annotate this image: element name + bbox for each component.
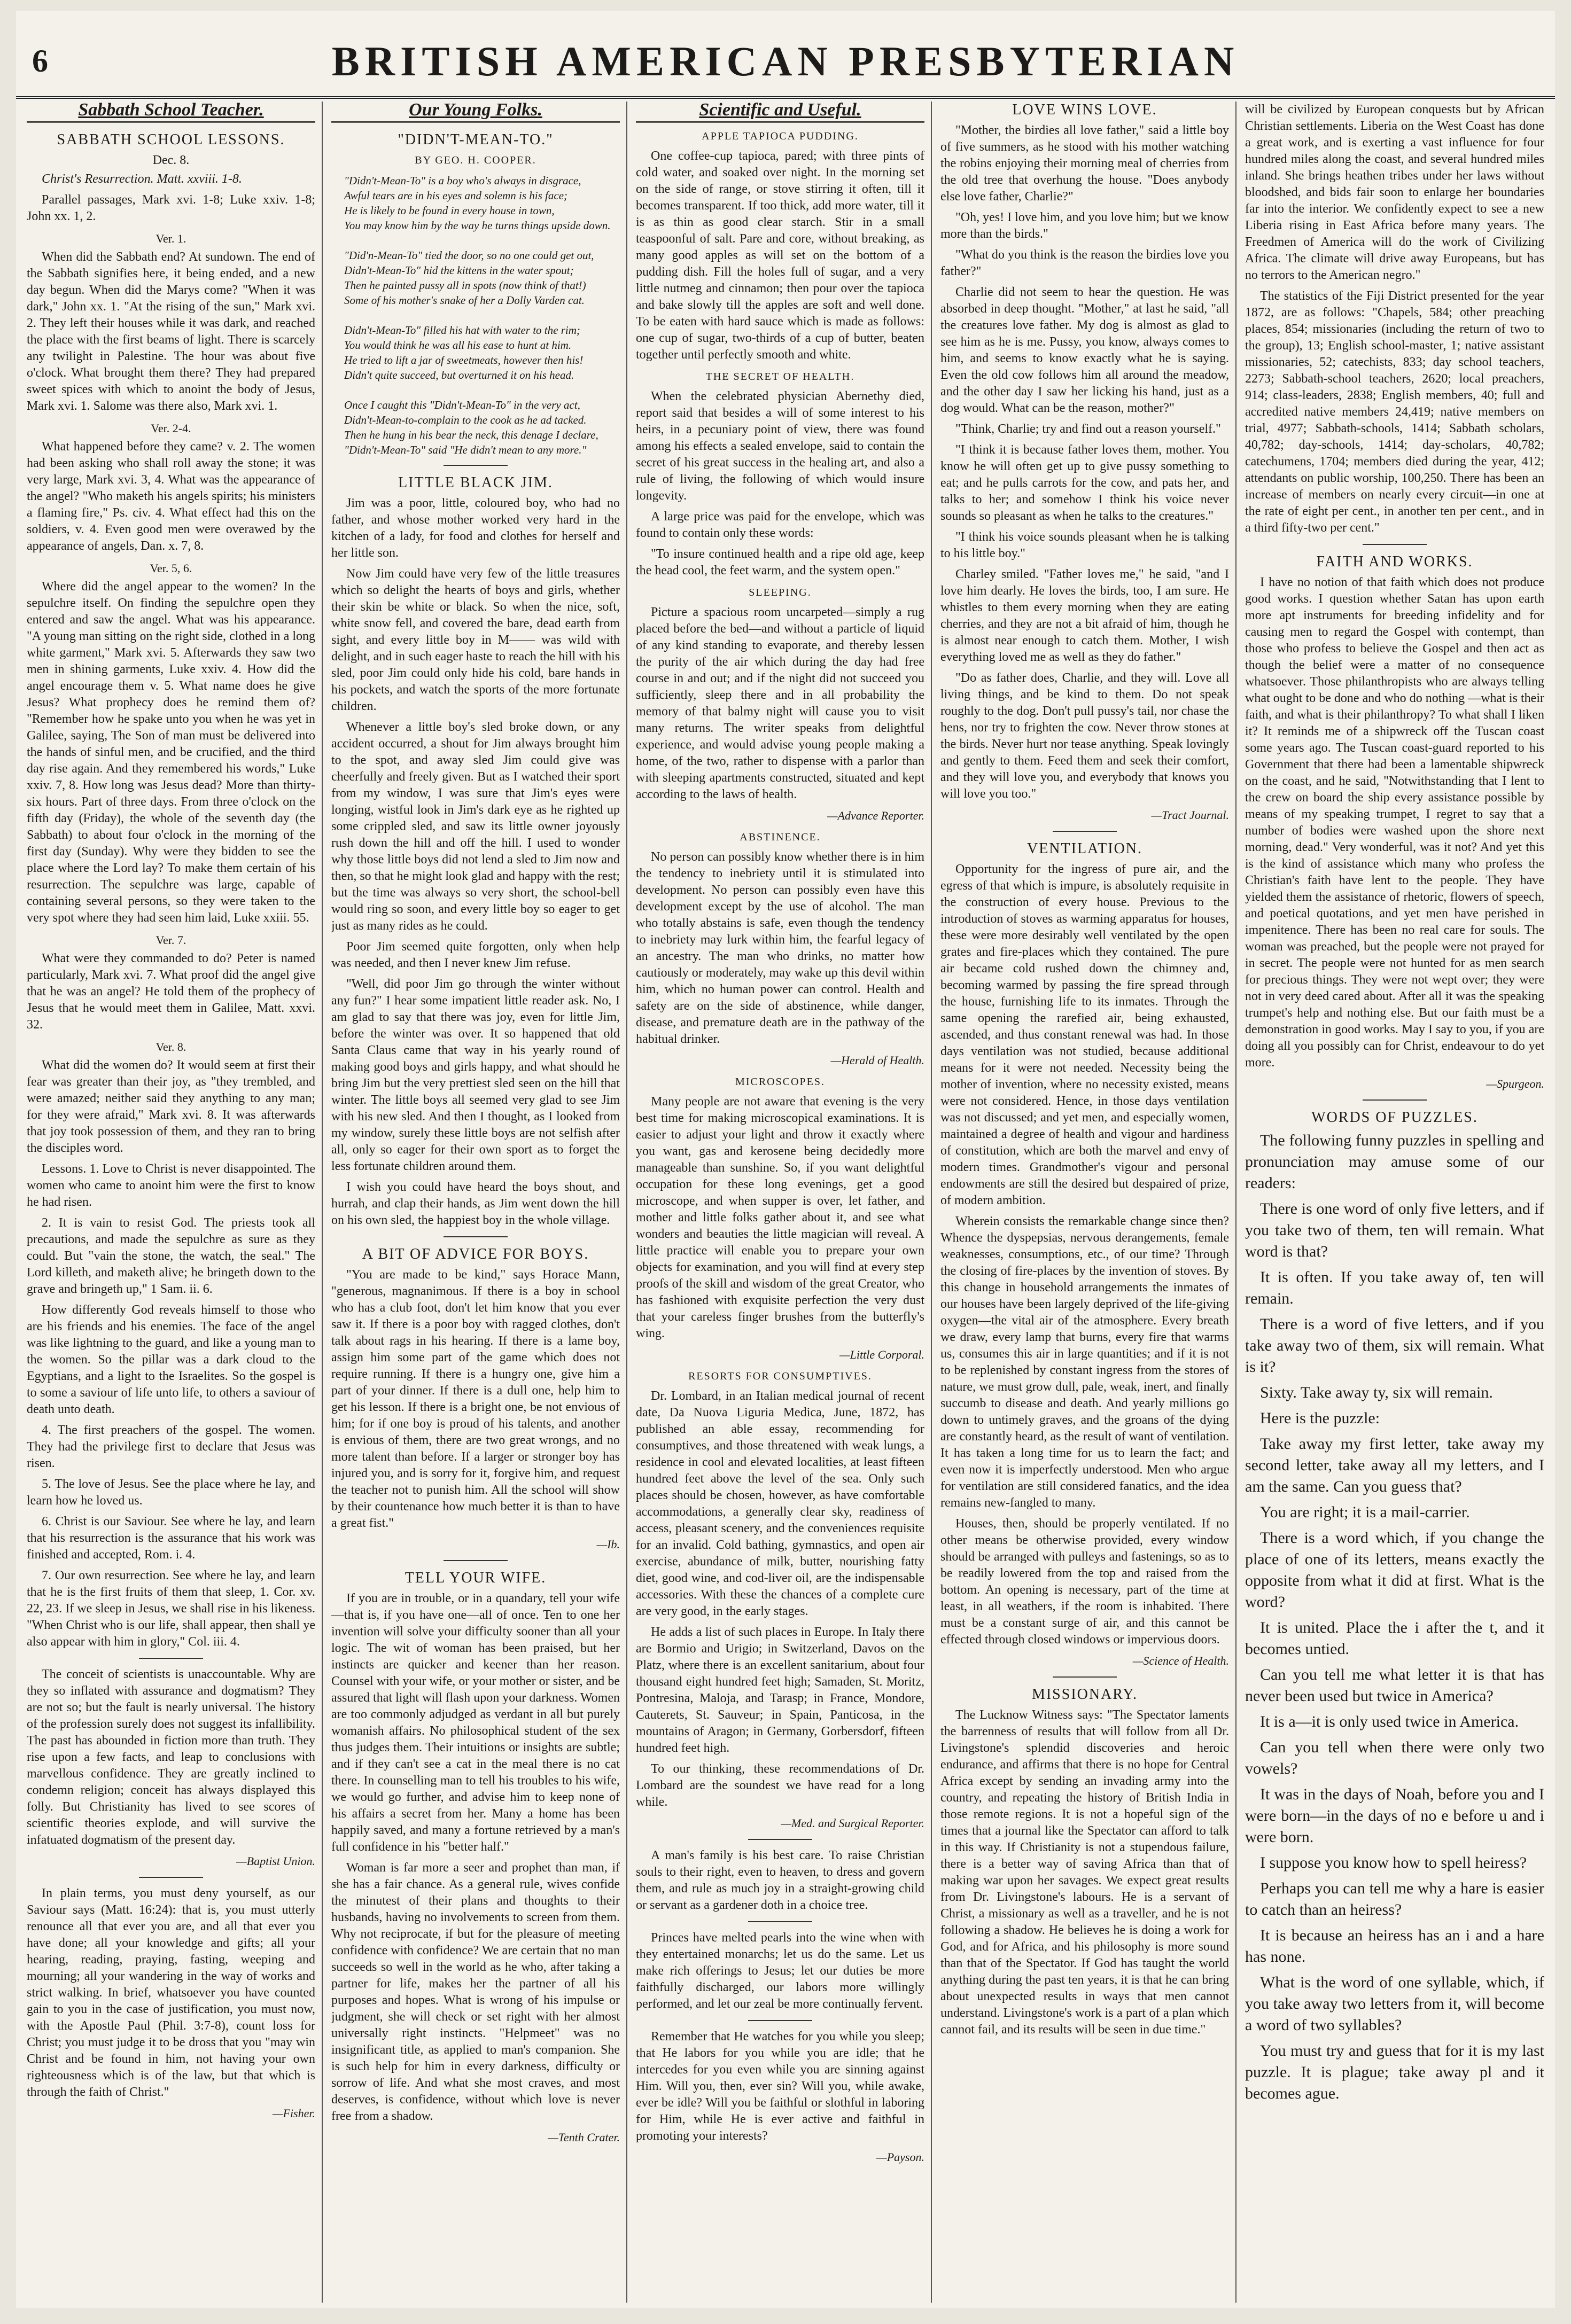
article-heading: WORDS OF PUZZLES.	[1311, 1109, 1478, 1126]
paragraph: 6. Christ is our Saviour. See where he lay, and learn that his resurrection is the assurance that his work was finished and accepted, Rom. i. 4.	[27, 1515, 315, 1562]
paragraph: The Lucknow Witness says: "The Spectator laments the barrenness of results that will follow from all Dr. Livingstone's splendid discoveries and heroic endurance, and affirms that there is no hope for Central Africa except by sending an invading army into the country, and repeating the history of British India in those remote regions. It is not a hopeful sign of the times that a journal like the Spectator can afford to talk in this way. If Christianity is not a stupendous failure, there is a better way of saving Africa than that of making war upon her savages. We expect great results from Dr. Livingstone's labours. He is a servant of Christ, a missionary as well as a traveller, and he is not following a shadow. He believes he is doing a work for God, and for Africa, and his philosophy is more sound than that of the Spectator. If God has taught the world anything during the past ten years, it is that he can bring about unexpected results in ways that men cannot understand. Livingstone's work is a part of a plan which cannot fail, and its results will be seen in due time."	[940, 1708, 1229, 2037]
paragraph: 4. The first preachers of the gospel. The women. They had the privilege first to declare that Jesus was risen.	[27, 1423, 315, 1470]
paragraph: It is united. Place the i after the t, and it becomes untied.	[1245, 1619, 1544, 1658]
divider	[1363, 1099, 1427, 1101]
paragraph: Princes have melted pearls into the wine when with they entertained monarchs; let us do the same. Let us make rich offerings to Jesus; let our duties be more faithfully discharged, our labors more willingly performed, and let our zeal be more continually fervent.	[636, 1931, 924, 2011]
paragraph: "Mother, the birdies all love father," said a little boy of five summers, as he stood with his mother watching the robins enjoying their morning meal of cherries from the old tree that overhung the house. "Does anybody else love father, Charlie?"	[940, 123, 1229, 204]
divider	[139, 1658, 203, 1659]
article-heading: LOVE WINS LOVE.	[1012, 102, 1157, 118]
department-heading: Sabbath School Teacher.	[27, 102, 315, 123]
article-heading: MISSIONARY.	[1031, 1686, 1138, 1703]
article-heading: SABBATH SCHOOL LESSONS.	[57, 131, 285, 148]
paragraph: If you are in trouble, or in a quandary, tell your wife—that is, if you have one—all of once. Ten to one her invention will solve your difficulty sooner than all your logic. The wit of woman has been praised, but her instincts are quicker and keener than her reason. Counsel with your wife, or your mother or sister, and be assured that light will flash upon your darkness. Women are too commonly adjudged as verdant in all but purely womanish affairs. No philosophical student of the sex thus judges them. Their intuitions or insights are subtle; and if they can't see a cat in the meal there is no cat there. In counselling man to tell his troubles to his wife, we would go further, and advise him to keep none of his affairs a secret from her. Many a home has been happily saved, and many a fortune retrieved by a man's full confidence in his "better half."	[331, 1592, 620, 1854]
credit: —Little Corporal.	[839, 1348, 924, 1361]
paragraph: Picture a spacious room uncarpeted—simply a rug placed before the bed—and without a particle of liquid of any kind standing to evaporate, and thereby lessen the purity of the air which during the day had free course in and out; and if the night did not succeed you sufficiently, sleep there and in all probability the memory of that balmy night will cause you to visit many returns. The writer speaks from delightful experience, and would advise young people making a home, of the two, rather to dispense with a parlor than with sleeping apartments constructed, situated and kept according to the laws of health.	[636, 605, 924, 801]
paragraph: Jim was a poor, little, coloured boy, who had no father, and whose mother worked very hard in the kitchen of a lady, for food and clothes for herself and her little son.	[331, 496, 620, 560]
paragraph: He adds a list of such places in Europe. In Italy there are Bormio and Urigio; in Switzerland, Davos on the Platz, where there is an excellent sanitarium, about four thousand eight hundred feet high; Samaden, St. Moritz, Pontresina, Maloja, and Tarasp; in France, Mondore, Cauterets, St. Sauveur; in Spain, Panticosa, in the mountains of Aragon; in Germany, Gorbersdorf, fifteen hundred feet high.	[636, 1625, 924, 1755]
paragraph: Woman is far more a seer and prophet than man, if she has a fair chance. As a general rule, wives confide the minutest of their plans and thoughts to their husbands, having no involvements to screen from them. Why not reciprocate, if but for the pleasure of meeting confidence with confidence? We are certain that no man succeeds so well in the world as he who, after taking a partner for life, makes her the partner of all his purposes and hopes. What is wrong of his impulse or judgment, she will check or set right with her almost universally right instincts. "Helpmeet" was no insignificant title, as applied to man's companion. She is such help for him in every darkness, difficulty or sorrow of life. And what she most craves, and most deserves, is confidence, without which love is never free from a shadow.	[331, 1861, 620, 2123]
paragraph: I wish you could have heard the boys shout, and hurrah, and clap their hands, as Jim went down the hill on his own sled, the happiest boy in the whole village.	[331, 1180, 620, 1227]
article-heading: THE SECRET OF HEALTH.	[705, 371, 855, 383]
article-heading: VENTILATION.	[1026, 840, 1143, 857]
paragraph: Parallel passages, Mark xvi. 1-8; Luke xxiv. 1-8; John xx. 1, 2.	[27, 193, 315, 223]
credit: —Baptist Union.	[236, 1854, 315, 1868]
paragraph: Charlie did not seem to hear the question. He was absorbed in deep thought. "Mother," at last he said, "all the creatures love father. My dog is almost as glad to see him as he is me. Pussy, you know, always comes to him, and seems to know exactly what he is saying. Even the old cow follows him all around the meadow, and the other day I saw her licking his hand, just as a dog would. What can be the reason, mother?"	[940, 285, 1229, 415]
article-heading: FAITH AND WORKS.	[1316, 553, 1473, 570]
paragraph: Take away my first letter, take away my second letter, take away all my letters, and I am the same. Can you guess that?	[1245, 1435, 1544, 1495]
paragraph: Wherein consists the remarkable change since then? Whence the dyspepsias, nervous derangements, female weaknesses, consumptions, etc., of our time? Through the closing of fire-places by the invention of stoves. By this change in household arrangements the inmates of our houses have been largely deprived of the life-giving oxygen—the vital air of the atmosphere. Every breath we draw, every lamp that burns, every fire that warms us, consumes this air in large quantities; and if it is not to be replenished by constant ingress from the stores of nature, we must grow dull, pale, weak, inert, and finally succumb to disease and death. And yearly millions go down to untimely graves, and the groans of the dying are constantly heard, as the result of want of ventilation. It has taken a long time for us to learn the fact; and even now it is imperfectly understood. Men who argue for ventilation are still considered fanatics, and the idea remains new-fangled to many.	[940, 1214, 1229, 1510]
paragraph: will be civilized by European conquests but by African Christian settlements. Liberia on the West Coast has done a great work, and is exerting a vast influence for four hundred miles along the coast, and several hundred miles inland. She brings heathen tribes under her laws without bloodshed, and bids fair soon to enlarge her boundaries far into the interior. We confidently expect to see a new Liberia rising in East Africa before many years. The Freedmen of America will do the work of Civilizing Africa. The climate will drive away Europeans, but has no terrors to the American negro."	[1245, 103, 1544, 282]
column-2	[331, 102, 620, 2303]
paragraph: Poor Jim seemed quite forgotten, only when help was needed, and then I never knew Jim refuse.	[331, 940, 620, 970]
credit: —Herald of Health.	[830, 1054, 924, 1067]
divider	[444, 1560, 508, 1561]
paragraph: What happened before they came? v. 2. The women had been asking who shall roll away the stone; it was very large, Mark xvi. 3, 4. What was the appearance of the angel? "Who maketh his angels spirits; his ministers a flaming fire," Ps. civ. 4. What effect had this on the soldiers, v. 4. Even good men were overawed by the appearance of angels, Dan. x. 7, 8.	[27, 440, 315, 553]
paragraph: Remember that He watches for you while you sleep; that He labors for you while you are idle; that he intercedes for you even while you are sinning against Him. Will you, then, ever sin? Will you, while awake, ever be idle? Will you be faithful or slothful in laboring for Him, while He is ever active and faithful in promoting your interests?	[636, 2030, 924, 2143]
paragraph: It is a—it is only used twice in America.	[1260, 1713, 1519, 1730]
paragraph: "Oh, yes! I love him, and you love him; but we know more than the birds."	[940, 210, 1229, 241]
newspaper-title: BRITISH AMERICAN PRESBYTERIAN	[331, 38, 1240, 84]
paragraph: The conceit of scientists is unaccountable. Why are they so inflated with assurance and dogmatism? They are not so; but the fault is nearly universal. The history of the profession surely does not suggest its infallibility. The past has abounded in fiction more than truth. They rise upon a few facts, and leap to conclusions with marvellous confidence. They are greatly inclined to condemn religion; conceit has always displayed this folly. But Christianity has lived to see scores of scientific theories explode, and will survive the infatuated dogmatism of the present day.	[27, 1667, 315, 1847]
paragraph: A large price was paid for the envelope, which was found to contain only these words:	[636, 510, 924, 540]
paragraph: There is one word of only five letters, and if you take two of them, ten will remain. What word is that?	[1245, 1200, 1544, 1260]
page-number: 6	[32, 43, 48, 79]
paragraph: When the celebrated physician Abernethy died, report said that besides a will of some interest to his heirs, in a pecuniary point of view, there was found among his effects a sealed envelope, said to contain the secret of his great success in the healing art, and also a rule of living, the following of which would insure longevity.	[636, 389, 924, 503]
poem: "Didn't-Mean-To" is a boy who's always in disgrace, Awful tears are in his eyes and solemn is his face; He is likely to be found in every house in town, You may know him by the way he turns things upside down. "Did'n-Mean-To" tied the door, so no one could get out, Didn't-Mean-To" hid the kittens in the water spout; Then he painted pussy all in spots (now think of that!) Some of his mother's snake of her a Dolly Varden cat. Didn't-Mean-To" filled his hat with water to the rim; You would think he was all his ease to hunt at him. He tried to lift a jar of sweetmeats, however then his! Didn't quite succeed, but overturned it on his head. Once I caught this "Didn't-Mean-To" in the very act, Didn't-Mean-to-complain to the cook as he ad tacked. Then he hung in his bear the neck, this denage I declare, "Didn't-Mean-To" said "He didn't mean to any more."	[344, 174, 611, 456]
paragraph: One coffee-cup tapioca, pared; with three pints of cold water, and soaked over night. In the morning set on the side of range, or stove stirring it often, till it becomes transparent. If too thick, add more water, till it is as thin as good clear starch. Stir in a small teaspoonful of salt. Pare and core, without breaking, as many good apples as will set on the bottom of a pudding dish. Fill the holes full of sugar, and a very little nutmeg and cinnamon; then pour over the tapioca and bake slowly till the apples are soft and well done. To be eaten with hard sauce which is made as follows: one cup of sugar, two-thirds of a cup of butter, beaten together until perfectly smooth and white.	[636, 149, 924, 362]
paragraph: The following funny puzzles in spelling and pronunciation may amuse some of our readers:	[1245, 1132, 1544, 1192]
article-heading: ABSTINENCE.	[740, 831, 821, 843]
lesson-title: Christ's Resurrection. Matt. xxviii. 1-8.	[42, 172, 242, 186]
lesson-date: Dec. 8.	[152, 153, 190, 167]
paragraph: In plain terms, you must deny yourself, as our Saviour says (Matt. 16:24): that is, you must utterly renounce all that ever you are, and all that ever you have done; all your knowledge and gifts; all your hearing, reading, praying, fasting, weeping and mourning; all your wandering in the way of works and strict walking. In brief, whatsoever you have counted gain to you in the case of justification, you must now, with the Apostle Paul (Phil. 3:7-8), count loss for Christ; you must judge it to be dross that you "may win Christ and be found in him, not having your own righteousness which is of the law, but that which is through the faith of Christ."	[27, 1886, 315, 2099]
column-3	[636, 102, 924, 2303]
paragraph: Perhaps you can tell me why a hare is easier to catch than an heiress?	[1245, 1880, 1544, 1919]
divider	[748, 2020, 812, 2021]
article-heading: APPLE TAPIOCA PUDDING.	[702, 130, 859, 142]
paragraph: What were they commanded to do? Peter is named particularly, Mark xvi. 7. What proof did the angel give that he was an angel? He told them of the prophecy of Jesus that he would meet them in Galilee, Matt. xxvi. 32.	[27, 952, 315, 1032]
masthead	[16, 32, 1555, 99]
paragraph: You are right; it is a mail-carrier.	[1260, 1503, 1470, 1521]
article-heading: LITTLE BLACK JIM.	[398, 474, 553, 491]
paragraph: It is often. If you take away of, ten will remain.	[1245, 1268, 1544, 1307]
article-heading: RESORTS FOR CONSUMPTIVES.	[688, 1370, 872, 1382]
divider	[1363, 544, 1427, 545]
column-5	[1245, 102, 1544, 2303]
paragraph: No person can possibly know whether there is in him the tendency to inebriety until it is stimulated into development. No person can possibly even have this development except by the use of alcohol. The man who totally abstains is safe, even though the tendency to inebriety may lurk within him, the fearful legacy of an ancestry. The man who drinks, no matter how cautiously or moderately, may wake up this devil within him, which no human power can control. Health and safety are on the side of abstinence, while danger, disease, and premature death are in the pathway of the habitual drinker.	[636, 850, 924, 1046]
column-rule	[931, 102, 932, 2303]
verse-label: Ver. 8.	[155, 1040, 186, 1054]
paragraph: 2. It is vain to resist God. The priests took all precautions, and made the sepulchre as sure as they could. But "vain the stone, the watch, the seal." The Lord killeth, and maketh alive; he bringeth down to the grave and bringeth up," 1 Sam. ii. 6.	[27, 1216, 315, 1296]
credit: —Ib.	[596, 1538, 620, 1551]
paragraph: Here is the puzzle:	[1260, 1409, 1380, 1427]
divider	[1053, 831, 1117, 832]
paragraph: 5. The love of Jesus. See the place where he lay, and learn how he loved us.	[27, 1477, 315, 1508]
paragraph: It is because an heiress has an i and a hare has none.	[1245, 1927, 1544, 1966]
quotation: "To insure continued health and a ripe old age, keep the head cool, the feet warm, and the system open."	[636, 547, 924, 578]
divider	[748, 1921, 812, 1922]
paragraph: Where did the angel appear to the women? In the sepulchre itself. On finding the sepulchre open they entered and saw the angel. What was his appearance. "A young man sitting on the right side, clothed in a long white garment," Mark xvi. 5. Afterwards they saw two men in shining garments, Luke xxiv. 4. How did the angel encourage them v. 5. What name does he give Jesus? What prophecy does he remind them of? "Remember how he spake unto you when he was yet in Galilee, saying, The Son of man must be delivered into the hands of sinful men, and be crucified, and the third day rise again. And they remembered his words," Luke xxiv. 7, 8. How long was Jesus dead? More than thirty-six hours. Part of three days. From three o'clock on the fifth day (Friday), the whole of the seventh day (the Sabbath) to about four o'clock in the morning of the first day (Sunday). Why were they bidden to see the place where the Lord lay? To make them certain of his resurrection. The sepulchre was large, capable of containing several persons, so they were taken to the very spot where they had seen him laid, Luke xxiii. 55.	[27, 580, 315, 925]
paragraph: Charley smiled. "Father loves me," he said, "and I love him dearly. He loves the birds, too, I am sure. He whistles to them every morning when they are eating cherries, and they are not a bit afraid of him, though he is almost near enough to catch them. Mother, I wish everything loved me as well as they do father."	[940, 567, 1229, 664]
paragraph: "Think, Charlie; try and find out a reason yourself."	[955, 422, 1221, 436]
paragraph: There is a word of five letters, and if you take away two of them, six will remain. What is it?	[1245, 1315, 1544, 1376]
credit: —Fisher.	[272, 2107, 315, 2120]
paragraph: What is the word of one syllable, which, if you take away two letters from it, will become a word of two syllables?	[1245, 1974, 1544, 2034]
verse-label: Ver. 7.	[155, 933, 186, 947]
divider	[748, 1839, 812, 1840]
article-heading: SLEEPING.	[749, 587, 812, 598]
divider	[1053, 1676, 1117, 1678]
paragraph: I suppose you know how to spell heiress?	[1260, 1854, 1527, 1871]
credit: —Advance Reporter.	[827, 809, 924, 822]
paragraph: A man's family is his best care. To raise Christian souls to their right, even to heaven, to dress and govern them, and rule as much joy in a straight-growing child or servant as a gardener doth in a choice tree.	[636, 1849, 924, 1912]
paragraph: How differently God reveals himself to those who are his friends and his enemies. The face of the angel was like lightning to the guard, and like a young man to the women. So the pillar was a dark cloud to the Egyptians, and a light to the Israelites. So the gospel is to some a saviour of life unto life, to others a saviour of death unto death.	[27, 1303, 315, 1416]
credit: —Med. and Surgical Reporter.	[781, 1816, 924, 1830]
paragraph: "I think his voice sounds pleasant when he is talking to his little boy."	[940, 530, 1229, 560]
paragraph: To our thinking, these recommendations of Dr. Lombard are the soundest we have read for a long while.	[636, 1762, 924, 1809]
paragraph: Now Jim could have very few of the little treasures which so delight the hearts of boys and girls, whether their skin be white or black. So when the nice, soft, white snow fell, and covered the bare, dead earth from sight, and every little boy in M—— was wild with delight, and in such eager haste to reach the hill with his sled, poor Jim could only hide his cold, bare hands in his pockets, and watch the sports of the more fortunate children.	[331, 567, 620, 713]
column-rule	[322, 102, 323, 2303]
article-heading: A BIT OF ADVICE FOR BOYS.	[362, 1246, 589, 1262]
column-1	[27, 102, 315, 2303]
verse-label: Ver. 5, 6.	[150, 561, 192, 575]
paragraph: Can you tell me what letter it is that has never been used but twice in America?	[1245, 1666, 1544, 1705]
verse-label: Ver. 2-4.	[151, 422, 191, 435]
paragraph: Lessons. 1. Love to Christ is never disappointed. The women who came to anoint him were the first to know he had risen.	[27, 1162, 315, 1209]
paragraph: You must try and guess that for it is my last puzzle. It is plague; take away pl and it becomes ague.	[1245, 2042, 1544, 2102]
paragraph: When did the Sabbath end? At sundown. The end of the Sabbath signifies here, it being ended, and a new day begun. When did the Marys come? "When it was dark," John xx. 1. "At the rising of the sun," Mark xvi. 2. They left their houses while it was dark, and reached the place with the first beams of light. There is scarcely any twilight in Palestine. The hour was about five o'clock. What brought them there? They had prepared sweet spices with which to anoint the body of Jesus, Mark xvi. 1. Salome was there also, Mark xvi. 1.	[27, 250, 315, 413]
paragraph: Sixty. Take away ty, six will remain.	[1260, 1384, 1493, 1401]
paragraph: I have no notion of that faith which does not produce good works. I question whether Satan has upon earth more apt instruments for breeding infidelity and for causing men to regard the Gospel with contempt, than those who profess to believe the Gospel and then act as though the belief were a matter of no consequence whatsoever. Those philanthropists who are always telling what ought to be done and who do nothing —what is their faith, and what is their philanthropy? To what shall I liken it? It reminds me of a shipwreck off the Tuscan coast some years ago. The Tuscan coast-guard reported to his Government that there had been a lamentable shipwreck on the coast, and he said, "Notwithstanding that I lent to the crew on board the ship every assistance possible by means of my speaking trumpet, I regret to say that a number of bodies were washed upon the shore next morning, dead." Very wonderful, was it not? And yet this is the kind of assistance which many who profess the Christian's faith have lent to the people. They have yielded them the assistance of rhetoric, flowers of speech, and poetical quotations, and yet men have perished in impenitence. There has been no real care for souls. The woman was preached, but the people were not prayed for in secret. The people were not hunted for as men search for precious things. They were not wept over; they were not in very deed cared about. After all it was the speaking trumpet's help and nothing else. But our faith must be a demonstration in good works. May I say to you, if you are doing all you possibly can for Christ, endeavour to do yet more.	[1245, 575, 1544, 1070]
department-heading: Our Young Folks.	[331, 102, 620, 123]
paragraph: "I think it is because father loves them, mother. You know he will often get up to give pussy something to eat; and he pulls carrots for the cow, and pats her, and talks to her; and somehow I think his voice never sounds so pleasant as when he talks to the creatures."	[940, 443, 1229, 523]
column-4	[940, 102, 1229, 2303]
paragraph: "You are made to be kind," says Horace Mann, "generous, magnanimous. If there is a boy in school who has a club foot, don't let him know that you ever saw it. If there is a poor boy with ragged clothes, don't talk about rags in his hearing. If there is a lame boy, assign him some part of the game which does not require running. If there is a hungry one, give him a part of your dinner. If there is a dull one, help him to get his lesson. If there is a bright one, be not envious of him; for if one boy is proud of his talents, and another is envious of them, there are two great wrongs, and no more talent than before. If a larger or stronger boy has injured you, and is sorry for it, forgive him, and request the teacher not to punish him. All the school will show by their countenance how much better it is than to have a great fist."	[331, 1268, 620, 1530]
paragraph: Many people are not aware that evening is the very best time for making microscopical examinations. It is easier to adjust your light and throw it exactly where you want, gas and kerosene being decidedly more manageable than sunshine. So, if you want delightful occupation for these long evenings, get a good microscope, and when supper is over, let father, and mother and little folks gather about it, and see what wonders and beauties the little magician will reveal. A little practice will enable you to prepare your own objects for examination, and you will find at every step proofs of the skill and wisdom of the great Creator, who has fashioned with exquisite perfection the very dust that your careless finger brushes from the butterfly's wing.	[636, 1095, 924, 1340]
paragraph: Houses, then, should be properly ventilated. If no other means be otherwise provided, every window should be arranged with pulleys and fastenings, so as to be readily lowered from the top and raised from the bottom. An opening is necessary, part of the time at least, in all weathers, if the room is inhabited. There must be a constant surge of air, and this cannot be effected through closed windows or impervious doors.	[940, 1517, 1229, 1647]
paragraph: "Do as father does, Charlie, and they will. Love all living things, and be kind to them. Do not speak roughly to the dog. Don't pull pussy's tail, nor chase the hens, nor try to frighten the cow. Never throw stones at the birds. Never hurt nor tease anything. Speak lovingly and gently to them. Feed them and seek their comfort, and they will love you, and everybody that knows you will love you too."	[940, 671, 1229, 801]
paragraph: The statistics of the Fiji District presented for the year 1872, are as follows: "Chapels, 584; other preaching places, 854; missionaries (including the return of two to the group), 13; English school-master, 1; native assistant missionaries, 52; catechists, 833; day school teachers, 2273; Sabbath-school teachers, 2620; local preachers, 914; class-leaders, 2838; English members, 40; full and accredited native members 24,419; native members on trial, 4977; Sabbath-schools, 1414; Sabbath scholars, 40,782; day-schools, 1414; day-scholars, 40,782; catechumens, 1704; members died during the year, 412; attendants on public worship, 100,250. There has been an increase of members on nearly every circuit—in one at the rate of eight per cent., in another ten per cent., and in a third fifty-two per cent."	[1245, 289, 1544, 535]
paragraph: It was in the days of Noah, before you and I were born—in the days of no e before u and i were born.	[1245, 1785, 1544, 1846]
column-rule	[1235, 102, 1236, 2303]
article-heading: MICROSCOPES.	[735, 1076, 825, 1088]
paragraph: "What do you think is the reason the birdies love you father?"	[940, 248, 1229, 278]
paragraph: Dr. Lombard, in an Italian medical journal of recent date, Da Nuova Liguria Medica, June, 1872, has published an able essay, recommending for consumptives, and those threatened with weak lungs, a residence in cool and elevated localities, at least fifteen hundred feet above the level of the sea. Only such places should be chosen, however, as have comfortable accommodations, a generally clear sky, readiness of access, pleasant scenery, and the conveniences requisite for an invalid. Cold bathing, gymnastics, and open air exercise, abundance of milk, butter, nourishing fatty diet, good wine, and cod-liver oil, are the indispensable accessories. With these the chances of a complete cure are very good, in the early stages.	[636, 1389, 924, 1618]
paragraph: Whenever a little boy's sled broke down, or any accident occurred, a shout for Jim always brought him to the spot, and away sled Jim could give was cheerfully and freely given. But as I watched their sport from my window, I was sure that Jim's eyes were longing, wistful look in Jim's dark eye as he righted up some crippled sled, and saw its little owner joyously rush down the hill and off the hill. I used to wonder why those little boys did not lend a sled to Jim now and then, so that he might look glad and happy with the rest; but the time was always so very short, the school-bell would ring so soon, and every little boy so eager to get just as many rides as he could.	[331, 720, 620, 933]
credit: —Spurgeon.	[1486, 1077, 1544, 1090]
credit: —Science of Health.	[1132, 1654, 1229, 1667]
credit: —Tract Journal.	[1151, 808, 1229, 822]
column-rule	[626, 102, 627, 2303]
paragraph: 7. Our own resurrection. See where he lay, and learn that he is the first fruits of them that sleep, 1. Cor. xv. 22, 23. If we sleep in Jesus, we shall rise in his likeness. "When Christ who is our life, shall appear, then shall ye also appear with him in glory," Col. iii. 4.	[27, 1569, 315, 1649]
paragraph: What did the women do? It would seem at first their fear was greater than their joy, as "they trembled, and were amazed; neither said they anything to any man; for they were afraid," Mark xvi. 8. It was afterwards that joy took possession of them, and they ran to bring the disciples word.	[27, 1058, 315, 1155]
paragraph: "Well, did poor Jim go through the winter without any fun?" I hear some impatient little reader ask. No, I am glad to say that there was joy, even for little Jim, before the winter was over. It so happened that old Santa Claus came that way in his yearly round of making good boys and girls happy, and what should he bring Jim but the very prettiest sled seen on the hill that winter. The little boys all seemed very glad to see Jim with his new sled. And then I thought, as I looked from my window, surely these little boys are not selfish after all, only so eager for their own sport as to forget the less fortunate children around them.	[331, 977, 620, 1173]
credit: —Tenth Crater.	[548, 2131, 620, 2144]
paragraph: There is a word which, if you change the place of one of its letters, means exactly the opposite from what it did at first. What is the word?	[1245, 1529, 1544, 1611]
department-heading: Scientific and Useful.	[636, 102, 924, 123]
verse-label: Ver. 1.	[155, 232, 186, 245]
paragraph: Opportunity for the ingress of pure air, and the egress of that which is impure, is absolutely requisite in the construction of every house. Previous to the introduction of stoves as warming apparatus for houses, these were more desirably well ventilated by the open grates and fire-places which they contained. The pure air became cold rushed down the chimney and, becoming warmed by passing the fire spread through the house, furnishing life to its inmates. Through the same opening the rarefied air, being exhausted, ascended, and thus constant renewal was had. In those days ventilation was not studied, because additional means for it were not needed. Necessity being the mother of invention, where no necessity existed, means were not considered. Hence, in those days ventilation was not discussed; and yet men, and especially women, maintained a degree of health and vigour and hardiness of constitution, which are both the marvel and envy of modern times. Grandmother's vigour and personal endowments are still the desired but despaired of prize, of modern ambition.	[940, 862, 1229, 1207]
credit: —Payson.	[876, 2150, 924, 2164]
paragraph: Can you tell when there were only two vowels?	[1245, 1738, 1544, 1777]
divider	[444, 465, 508, 466]
byline: BY GEO. H. COOPER.	[415, 154, 536, 166]
poem-title: "DIDN'T-MEAN-TO."	[398, 131, 554, 148]
article-heading: TELL YOUR WIFE.	[405, 1570, 547, 1586]
divider	[139, 1877, 203, 1878]
newspaper-page	[16, 11, 1555, 2308]
divider	[444, 1236, 508, 1237]
